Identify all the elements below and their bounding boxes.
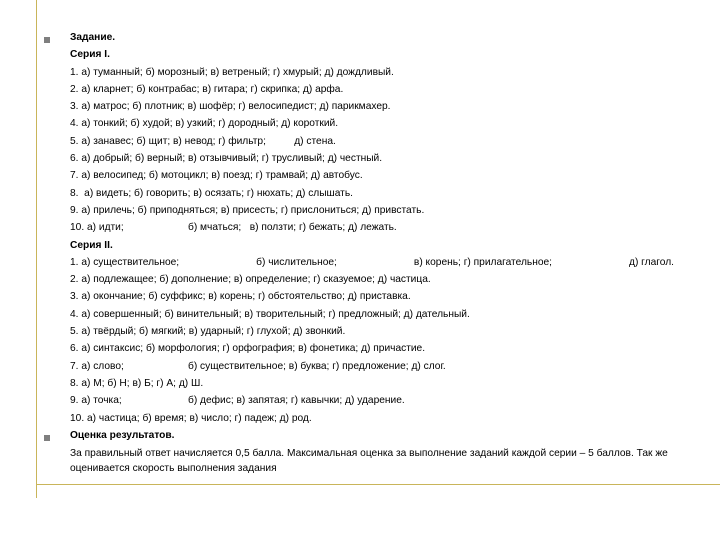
series2-item-10: 10. а) частица; б) время; в) число; г) падеж; д) род. <box>70 412 312 424</box>
series1-item: 3. а) матрос; б) плотник; в) шофёр; г) велосипедист; д) парикмахер. <box>70 101 391 113</box>
series1-item: 5. а) занавес; б) щит; в) невод; г) фильтр; д) стена. <box>70 135 336 147</box>
series1-item: 8. а) видеть; б) говорить; в) осязать; г) нюхать; д) слышать. <box>70 187 353 199</box>
series2-item-7-part1: 7. а) слово; <box>70 360 124 372</box>
task-content <box>70 29 682 476</box>
series1-item-10-part1: 10. а) идти; <box>70 222 124 234</box>
series2-item-1-a: 1. а) существительное; <box>70 256 180 268</box>
series2-title: Серия II. <box>70 239 113 251</box>
evaluation-text: За правильный ответ начисляется 0,5 балла. Максимальная оценка за выполнение заданий каждой серии – 5 баллов. Так же оценивается скорость выполнения задания <box>70 448 668 475</box>
series1-item: 6. а) добрый; б) верный; в) отзывчивый; г) трусливый; д) честный. <box>70 153 383 165</box>
horizontal-rule <box>36 484 720 485</box>
series2-item: 6. а) синтаксис; б) морфология; г) орфография; в) фонетика; д) причастие. <box>70 343 426 355</box>
series2-item: 4. а) совершенный; б) винительный; в) творительный; г) предложный; д) дательный. <box>70 308 470 320</box>
series2-item-1-b: б) числительное; <box>256 256 337 268</box>
series1-item: 7. а) велосипед; б) мотоцикл; в) поезд; г) трамвай; д) автобус. <box>70 170 363 182</box>
series1-item-10 <box>70 219 682 236</box>
series1-title: Серия I. <box>70 49 110 61</box>
series2-item-7-part2: б) существительное; в) буква; г) предложение; д) слог. <box>188 360 446 372</box>
series2-item-8: 8. а) М; б) Н; в) Б; г) А; д) Ш. <box>70 377 204 389</box>
series1-item: 4. а) тонкий; б) худой; в) узкий; г) дородный; д) короткий. <box>70 118 339 130</box>
series1-item-10-part2: б) мчаться; в) ползти; г) бежать; д) лежать. <box>188 222 397 234</box>
series2-item-9-part1: 9. а) точка; <box>70 395 122 407</box>
evaluation-title: Оценка результатов. <box>70 429 175 441</box>
series2-item-1-c: в) корень; г) прилагательное; <box>413 256 552 268</box>
series2-item-9 <box>70 392 682 409</box>
series1-item: 1. а) туманный; б) морозный; в) ветреный; г) хмурый; д) дождливый. <box>70 66 394 78</box>
series2-item: 3. а) окончание; б) суффикс; в) корень; г) обстоятельство; д) приставка. <box>70 291 411 303</box>
vertical-rule <box>36 0 37 498</box>
series2-item: 5. а) твёрдый; б) мягкий; в) ударный; г) глухой; д) звонкий. <box>70 326 346 338</box>
series2-item-1 <box>70 254 674 271</box>
series2-item-1-d: д) глагол. <box>629 256 674 268</box>
task-heading: Задание. <box>70 32 116 43</box>
series1-item: 2. а) кларнет; б) контрабас; в) гитара; г) скрипка; д) арфа. <box>70 83 344 95</box>
series1-item: 9. а) прилечь; б) приподняться; в) присесть; г) прислониться; д) привстать. <box>70 204 425 216</box>
bullet-square-icon <box>44 435 50 441</box>
series2-item: 2. а) подлежащее; б) дополнение; в) определение; г) сказуемое; д) частица. <box>70 274 431 286</box>
series2-item-7 <box>70 358 682 375</box>
series2-item-9-part2: б) дефис; в) запятая; г) кавычки; д) ударение. <box>188 395 405 407</box>
bullet-square-icon <box>44 37 50 43</box>
